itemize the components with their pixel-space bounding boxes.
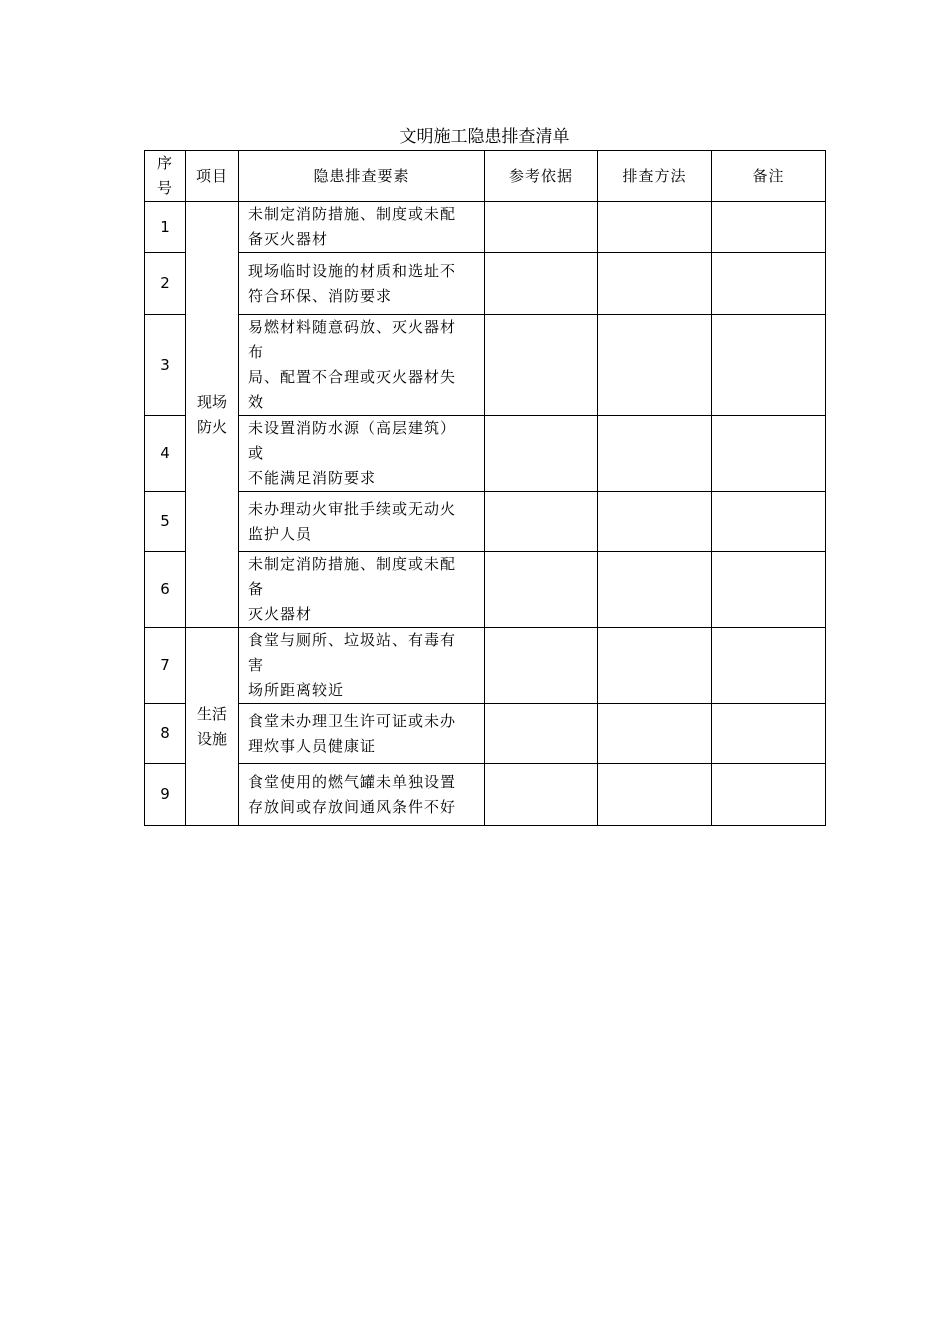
remark-cell[interactable] (712, 704, 826, 764)
row-number: 4 (145, 416, 186, 492)
hazard-element: 现场临时设施的材质和选址不 符合环保、消防要求 (239, 253, 485, 315)
method-cell[interactable] (598, 202, 712, 253)
hazard-element: 易燃材料随意码放、灭火器材 布 局、配置不合理或灭火器材失 效 (239, 315, 485, 416)
header-seq: 序 号 (145, 151, 186, 202)
table-row (145, 552, 826, 628)
row-number: 6 (145, 552, 186, 628)
remark-cell[interactable] (712, 628, 826, 704)
header-basis: 参考依据 (485, 151, 598, 202)
table-row (145, 628, 826, 704)
basis-cell[interactable] (485, 202, 598, 253)
basis-cell[interactable] (485, 315, 598, 416)
method-cell[interactable] (598, 628, 712, 704)
remark-cell[interactable] (712, 202, 826, 253)
table-row (145, 315, 826, 416)
basis-cell[interactable] (485, 552, 598, 628)
header-method: 排查方法 (598, 151, 712, 202)
header-remark: 备注 (712, 151, 826, 202)
hazard-element: 食堂与厕所、垃圾站、有毒有 害 场所距离较近 (239, 628, 485, 704)
remark-cell[interactable] (712, 253, 826, 315)
method-cell[interactable] (598, 552, 712, 628)
category-fire-prevention: 现场 防火 (186, 202, 239, 628)
basis-cell[interactable] (485, 416, 598, 492)
row-number: 2 (145, 253, 186, 315)
basis-cell[interactable] (485, 492, 598, 552)
remark-cell[interactable] (712, 492, 826, 552)
row-number: 7 (145, 628, 186, 704)
method-cell[interactable] (598, 764, 712, 826)
row-number: 8 (145, 704, 186, 764)
method-cell[interactable] (598, 416, 712, 492)
hazard-element: 未制定消防措施、制度或未配 备灭火器材 (239, 202, 485, 253)
basis-cell[interactable] (485, 253, 598, 315)
row-number: 3 (145, 315, 186, 416)
table-row (145, 416, 826, 492)
table-row (145, 202, 826, 253)
row-number: 1 (145, 202, 186, 253)
hazard-element: 食堂使用的燃气罐未单独设置 存放间或存放间通风条件不好 (239, 764, 485, 826)
table-row (145, 253, 826, 315)
table-header-row (145, 151, 826, 202)
hazard-element: 未制定消防措施、制度或未配 备 灭火器材 (239, 552, 485, 628)
header-element: 隐患排查要素 (239, 151, 485, 202)
basis-cell[interactable] (485, 764, 598, 826)
hazard-checklist-table (144, 150, 826, 826)
method-cell[interactable] (598, 253, 712, 315)
table-row (145, 492, 826, 552)
table-row (145, 764, 826, 826)
row-number: 9 (145, 764, 186, 826)
basis-cell[interactable] (485, 628, 598, 704)
remark-cell[interactable] (712, 416, 826, 492)
remark-cell[interactable] (712, 764, 826, 826)
row-number: 5 (145, 492, 186, 552)
category-living-facilities: 生活 设施 (186, 628, 239, 826)
remark-cell[interactable] (712, 552, 826, 628)
remark-cell[interactable] (712, 315, 826, 416)
method-cell[interactable] (598, 492, 712, 552)
hazard-element: 食堂未办理卫生许可证或未办 理炊事人员健康证 (239, 704, 485, 764)
basis-cell[interactable] (485, 704, 598, 764)
table-row (145, 704, 826, 764)
method-cell[interactable] (598, 704, 712, 764)
header-item: 项目 (186, 151, 239, 202)
document-title: 文明施工隐患排查清单 (399, 127, 570, 147)
hazard-element: 未办理动火审批手续或无动火 监护人员 (239, 492, 485, 552)
hazard-element: 未设置消防水源（高层建筑） 或 不能满足消防要求 (239, 416, 485, 492)
method-cell[interactable] (598, 315, 712, 416)
